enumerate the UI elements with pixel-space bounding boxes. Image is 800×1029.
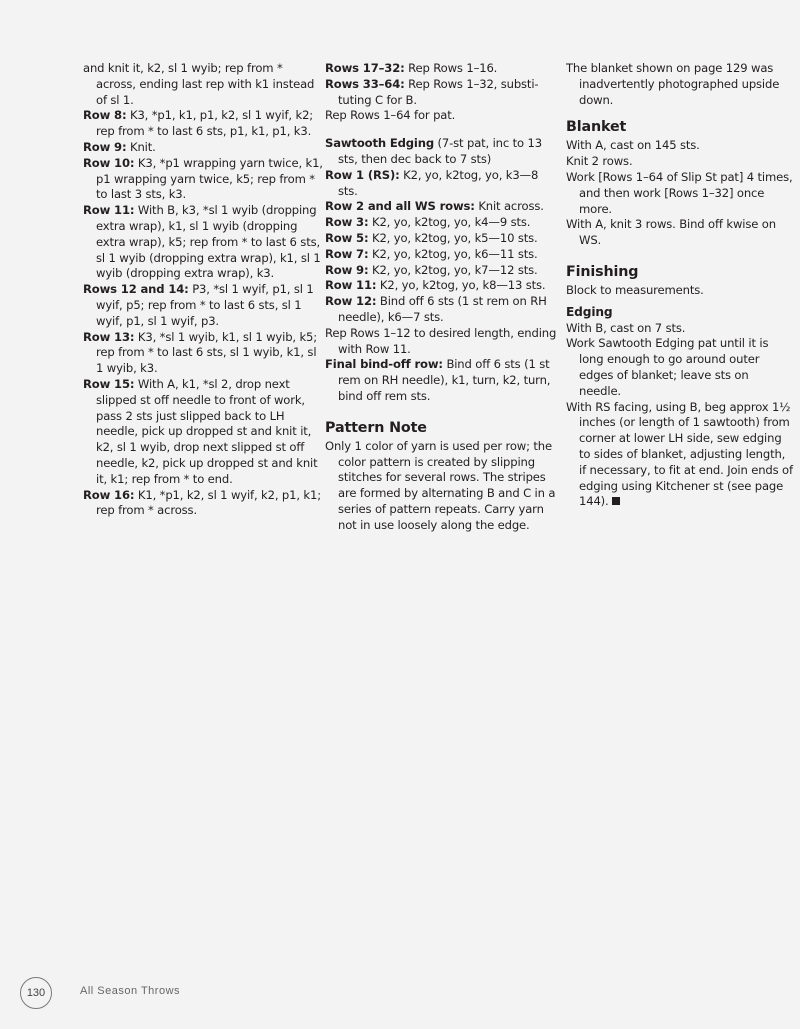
book-title: All Season Throws (80, 985, 181, 997)
row-label: Row 5: (325, 230, 369, 245)
row-label: Final bind-off row: (325, 357, 443, 372)
row-text: Knit. (130, 139, 156, 154)
row-text: With B, k3, *sl 1 wyib (dropping extra wrap), k1, sl 1 wyib (dropping extra wrap), k5; rep from * to last 6 sts, sl 1 wyib (dropping extra wrap), k1, sl 1 wyib (dropping extra wrap), k3. (96, 203, 321, 281)
edging-heading-line (325, 136, 557, 168)
row-text: K2, yo, k2tog, yo, k3—8 sts. (338, 167, 539, 198)
row-text: P3, *sl 1 wyif, p1, sl 1 wyif, p5; rep from * to last 6 sts, sl 1 wyif, p1, sl 1 wyif, p3. (96, 282, 314, 328)
row-text: (7-st pat, inc to 13 sts, then dec back to 7 sts) (338, 136, 542, 166)
instruction-line (325, 215, 557, 231)
row-label: Rows 12 and 14: (83, 282, 189, 297)
row-text: Knit across. (478, 199, 544, 214)
row-text: Bind off 6 sts (1 st rem on RH needle), k1, turn, k2, turn, bind off rem sts. (338, 357, 551, 403)
instruction-line (83, 377, 323, 488)
row-text: Rep Rows 1–12 to desired length, ending with Row 11. (325, 325, 557, 356)
instruction-line (83, 140, 323, 156)
instruction-line: Work Sawtooth Edging pat until it is long enough to go around outer edges of blanket; leave sts on needle. (566, 336, 769, 398)
instruction-line (325, 108, 557, 124)
instruction-line: Work [Rows 1–64 of Slip St pat] 4 times, and then work [Rows 1–32] once more. (566, 169, 793, 216)
intro-note: The blanket shown on page 129 was inadvertently photographed upside down. (566, 61, 780, 107)
instruction-line (83, 61, 323, 108)
instruction-line: With B, cast on 7 sts. (566, 320, 686, 335)
row-text: K2, yo, k2tog, yo, k4—9 sts. (372, 215, 531, 230)
pattern-note-text: Only 1 color of yarn is used per row; the color pattern is created by slipping stitches for several rows. The stripes are formed by alternating B and C in a series of pattern repeats. Carry yarn not in use loosely along the edge. (325, 438, 556, 532)
finishing-heading: Finishing (566, 263, 639, 280)
instruction-line (325, 294, 557, 326)
instruction-line (325, 326, 557, 358)
instruction-line (83, 203, 323, 282)
row-label: Row 2 and all WS rows: (325, 199, 475, 214)
row-label: Row 10: (83, 155, 135, 170)
row-text: Rep Rows 1–16. (408, 61, 498, 75)
row-label: Row 7: (325, 246, 369, 261)
row-label: Row 13: (83, 329, 135, 344)
instruction-line: With A, knit 3 rows. Bind off kwise on WS. (566, 217, 776, 248)
instruction-line (83, 488, 323, 520)
instruction-line (325, 278, 557, 294)
row-text: With A, k1, *sl 2, drop next slipped st off needle to front of work, pass 2 sts just slipped back to LH needle, pick up dropped st and knit it, k2, sl 1 wyib, drop next slipped st off needle, k2, pick up dropped st and knit it, k1; rep from * to end. (96, 376, 318, 486)
row-text: K3, *p1 wrapping yarn twice, k1, p1 wrapping yarn twice, k5; rep from * to last 3 sts, k3. (96, 155, 323, 202)
row-label: Row 1 (RS): (325, 167, 400, 182)
row-text: and knit it, k2, sl 1 wyib; rep from * across, ending last rep with k1 instead of sl 1. (83, 61, 315, 107)
instruction-line (83, 282, 323, 329)
row-text: K3, *sl 1 wyib, k1, sl 1 wyib, k5; rep from * to last 6 sts, sl 1 wyib, k1, sl 1 wyib, k3. (96, 329, 318, 376)
instruction-line (566, 400, 794, 511)
instruction-line (83, 330, 323, 377)
row-text: K1, *p1, k2, sl 1 wyif, k2, p1, k1; rep from * across. (96, 487, 321, 518)
row-label: Row 15: (83, 376, 135, 391)
column-2 (325, 61, 557, 534)
instruction-line (83, 108, 323, 140)
row-label: Row 8: (83, 108, 127, 123)
instruction-line: With A, cast on 145 sts. (566, 138, 700, 153)
column-1 (83, 61, 323, 519)
instruction-line (83, 156, 323, 203)
instruction-line: Knit 2 rows. (566, 154, 633, 169)
row-label: Row 9: (325, 262, 369, 277)
page-number: 130 (20, 977, 52, 1009)
row-text: K2, yo, k2tog, yo, k6—11 sts. (372, 246, 538, 261)
row-text: K2, yo, k2tog, yo, k8—13 sts. (379, 278, 546, 293)
blanket-heading: Blanket (566, 119, 627, 136)
instruction-line (325, 77, 557, 109)
row-label: Row 16: (83, 487, 135, 502)
edging-heading: Edging (566, 304, 613, 319)
instruction-line (325, 247, 557, 263)
column-3 (566, 61, 794, 510)
row-label: Rows 33–64: (325, 76, 405, 91)
row-label: Row 12: (325, 294, 377, 309)
finishing-text: Block to measurements. (566, 282, 704, 297)
row-text: K3, *p1, k1, p1, k2, sl 1 wyif, k2; rep from * to last 6 sts, p1, k1, p1, k3. (96, 108, 314, 139)
instruction-line (325, 199, 557, 215)
instruction-line (325, 61, 557, 77)
row-text: Bind off 6 sts (1 st rem on RH needle), k6—7 sts. (338, 294, 547, 324)
instruction-line (325, 168, 557, 200)
instruction-line (325, 357, 557, 404)
end-square-icon (612, 497, 620, 505)
row-label: Row 11: (83, 203, 135, 218)
row-label: Rows 17–32: (325, 61, 405, 75)
pattern-note-heading: Pattern Note (325, 419, 427, 436)
row-label: Row 9: (83, 139, 127, 154)
instruction-line (325, 231, 557, 247)
row-text: K2, yo, k2tog, yo, k7—12 sts. (372, 262, 538, 277)
row-label: Sawtooth Edging (325, 136, 434, 151)
row-text: Rep Rows 1–32, substituting C for B. (338, 76, 539, 107)
row-label: Row 3: (325, 215, 369, 230)
row-label: Row 11: (325, 278, 377, 293)
row-text: K2, yo, k2tog, yo, k5—10 sts. (372, 230, 538, 245)
instruction-line (325, 263, 557, 279)
row-text: Rep Rows 1–64 for pat. (325, 108, 456, 123)
end-instruction-text: With RS facing, using B, beg approx 1½ inches (or length of 1 sawtooth) from corner at lower LH side, sew edging to sides of blanket, adjusting length, if necessary, to fit at end. Join ends of edging using Kitchener st (see page 144). (566, 399, 793, 509)
